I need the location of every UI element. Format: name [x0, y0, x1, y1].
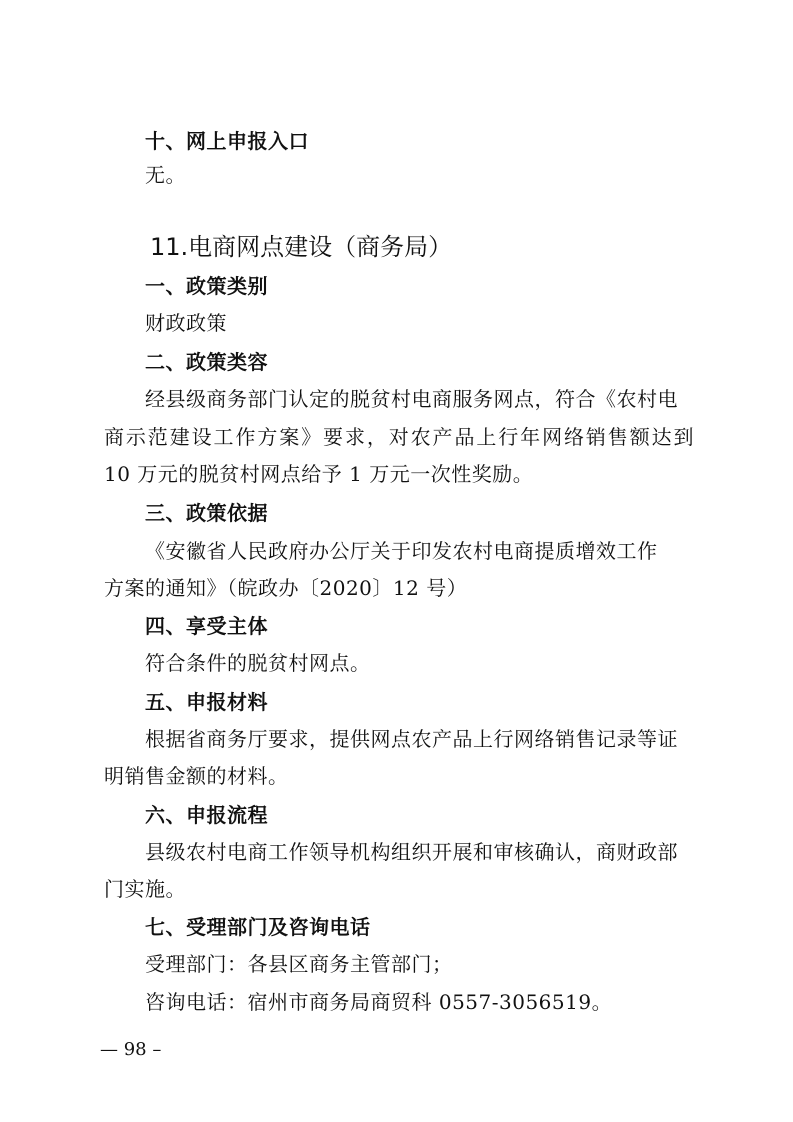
heading-online-application: 十、网上申报入口 — [145, 129, 309, 153]
policy-content-line-1: 经县级商务部门认定的脱贫村电商服务网点，符合《农村电 — [145, 387, 678, 411]
policy-basis-line-1: 《安徽省人民政府办公厅关于印发农村电商提质增效工作 — [145, 539, 658, 563]
beneficiary-body: 符合条件的脱贫村网点。 — [145, 651, 371, 675]
policy-content-line-2: 商示范建设工作方案》要求，对农产品上行年网络销售额达到 — [104, 425, 694, 449]
application-process-line-2: 门实施。 — [104, 877, 186, 901]
page-number: — 98 – — [100, 1039, 162, 1060]
heading-policy-category: 一、政策类别 — [145, 274, 268, 298]
heading-application-materials: 五、申报材料 — [145, 690, 268, 714]
online-application-body: 无。 — [145, 163, 186, 187]
consultation-phone: 咨询电话：宿州市商务局商贸科 0557-3056519。 — [145, 990, 613, 1014]
policy-basis-line-2: 方案的通知》（皖政办〔2020〕12 号） — [104, 576, 468, 600]
policy-content-line-3: 10 万元的脱贫村网点给予 1 万元一次性奖励。 — [104, 462, 534, 486]
heading-department-contact: 七、受理部门及咨询电话 — [145, 915, 371, 939]
heading-policy-content: 二、政策类容 — [145, 350, 268, 374]
section-title: 11.电商网点建设（商务局） — [150, 233, 453, 261]
application-process-line-1: 县级农村电商工作领导机构组织开展和审核确认，商财政部 — [145, 840, 678, 864]
heading-policy-basis: 三、政策依据 — [145, 501, 268, 525]
policy-category-body: 财政政策 — [145, 311, 227, 335]
application-materials-line-1: 根据省商务厅要求，提供网点农产品上行网络销售记录等证 — [145, 727, 678, 751]
heading-application-process: 六、申报流程 — [145, 803, 268, 827]
heading-beneficiary: 四、享受主体 — [145, 614, 268, 638]
accepting-department: 受理部门：各县区商务主管部门； — [145, 952, 453, 976]
application-materials-line-2: 明销售金额的材料。 — [104, 764, 289, 788]
